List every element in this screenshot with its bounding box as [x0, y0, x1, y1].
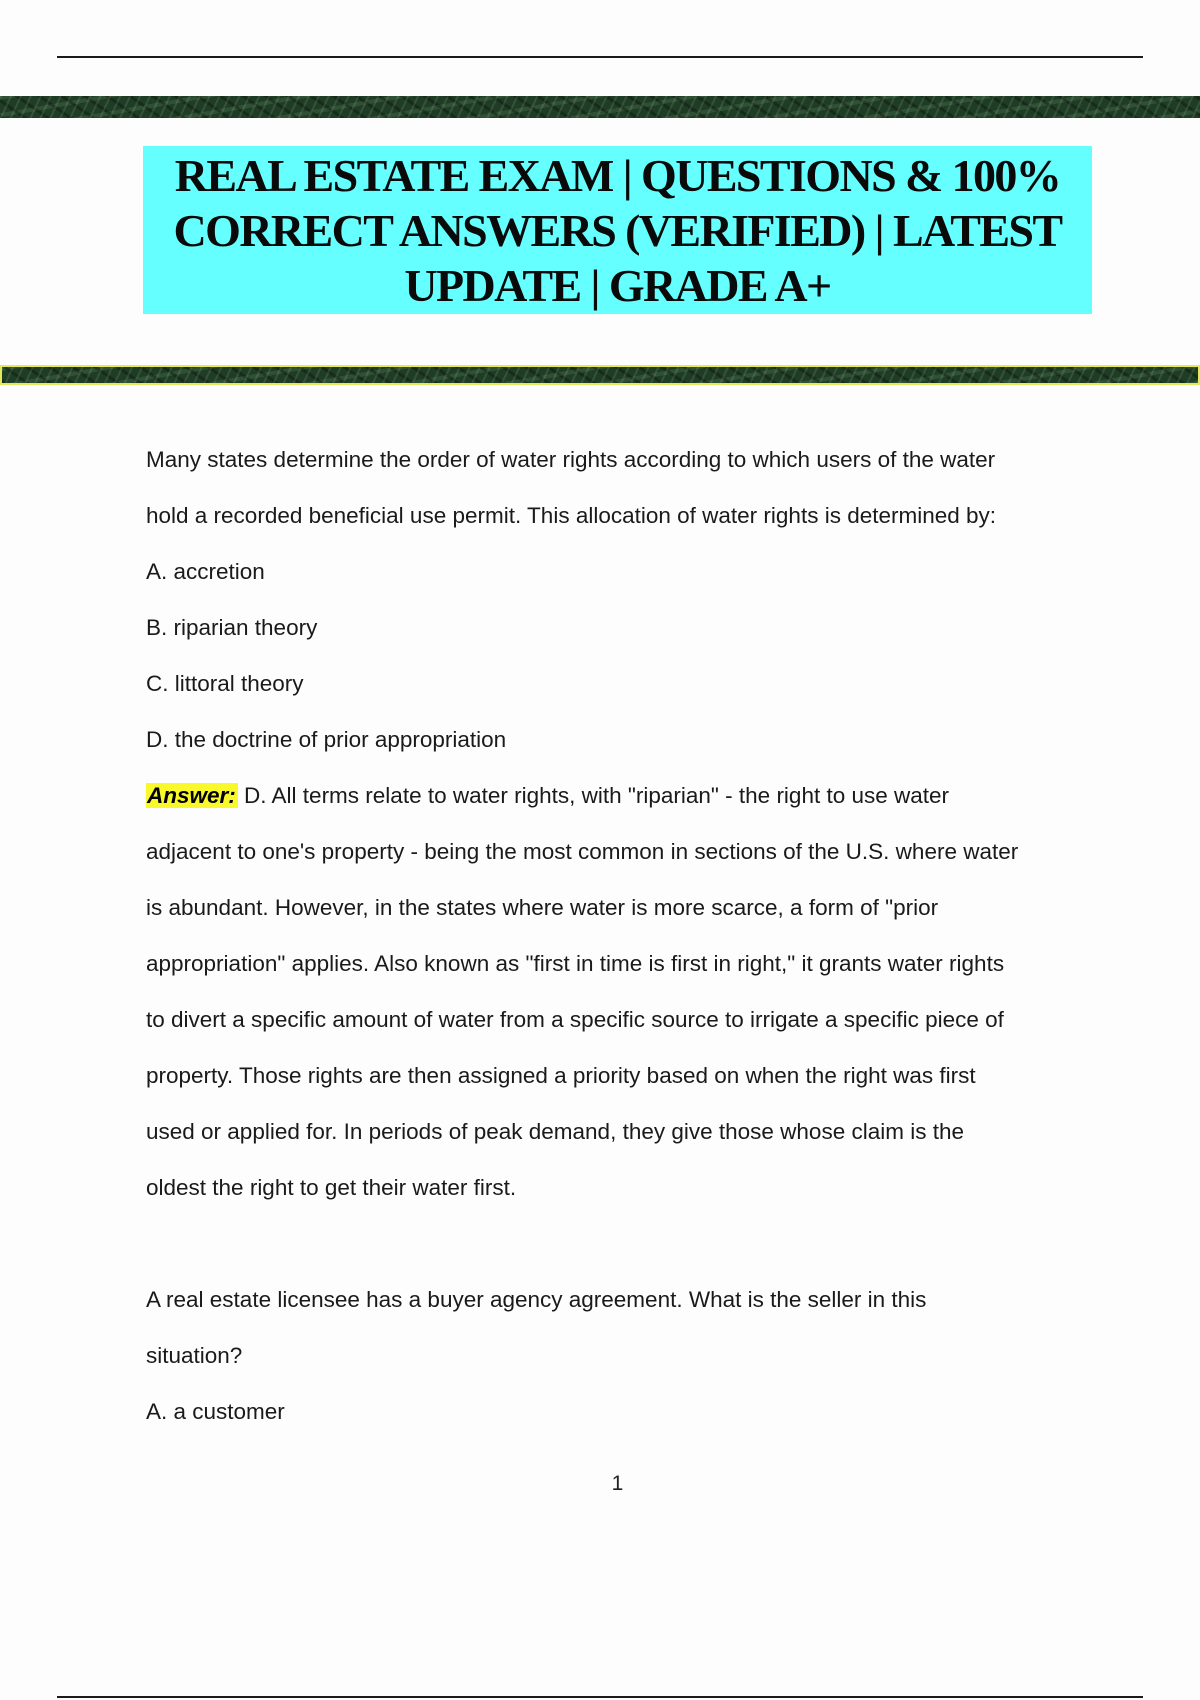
- question-1-line-1: Many states determine the order of water rights according to which users of the water: [146, 447, 996, 472]
- top-rule: [57, 56, 1143, 58]
- question-2: [146, 1272, 1106, 1440]
- answer-line-2: adjacent to one's property - being the most common in sections of the U.S. where water: [146, 839, 1019, 864]
- option-d: D. the doctrine of prior appropriation: [146, 727, 507, 752]
- question-2-line-2: situation?: [146, 1343, 243, 1368]
- question-2-option-a: A. a customer: [146, 1399, 285, 1424]
- option-b: B. riparian theory: [146, 615, 318, 640]
- title-line-2: CORRECT ANSWERS (VERIFIED) | LATEST: [173, 205, 1062, 256]
- answer-label: Answer:: [147, 783, 236, 808]
- answer-text-1: D. All terms relate to water rights, with "riparian" - the right to use water: [237, 783, 950, 808]
- option-a: A. accretion: [146, 559, 265, 584]
- question-1-line-2: hold a recorded beneficial use permit. This allocation of water rights is determined by:: [146, 503, 997, 528]
- title-line-1: REAL ESTATE EXAM | QUESTIONS & 100%: [174, 150, 1061, 201]
- answer-line-4: appropriation" applies. Also known as "first in time is first in right," it grants water rights: [146, 951, 1005, 976]
- answer-line-3: is abundant. However, in the states where water is more scarce, a form of "prior: [146, 895, 939, 920]
- decorative-band-bottom: [0, 365, 1200, 385]
- page-number: 1: [611, 1472, 624, 1495]
- document-title: [143, 146, 1092, 314]
- document-body: [146, 432, 1106, 1440]
- question-1: [146, 432, 1106, 1216]
- decorative-band-top: [0, 96, 1200, 118]
- title-line-3: UPDATE | GRADE A+: [404, 260, 831, 311]
- bottom-rule: [57, 1696, 1143, 1698]
- answer-line-5: to divert a specific amount of water from a specific source to irrigate a specific piece of: [146, 1007, 1004, 1032]
- answer-line-1: [146, 768, 1106, 824]
- answer-line-8: oldest the right to get their water first.: [146, 1175, 517, 1200]
- answer-line-6: property. Those rights are then assigned a priority based on when the right was first: [146, 1063, 976, 1088]
- answer-line-7: used or applied for. In periods of peak demand, they give those whose claim is the: [146, 1119, 964, 1144]
- question-separator: [146, 1216, 1106, 1272]
- question-2-line-1: A real estate licensee has a buyer agency agreement. What is the seller in this: [146, 1287, 927, 1312]
- option-c: C. littoral theory: [146, 671, 304, 696]
